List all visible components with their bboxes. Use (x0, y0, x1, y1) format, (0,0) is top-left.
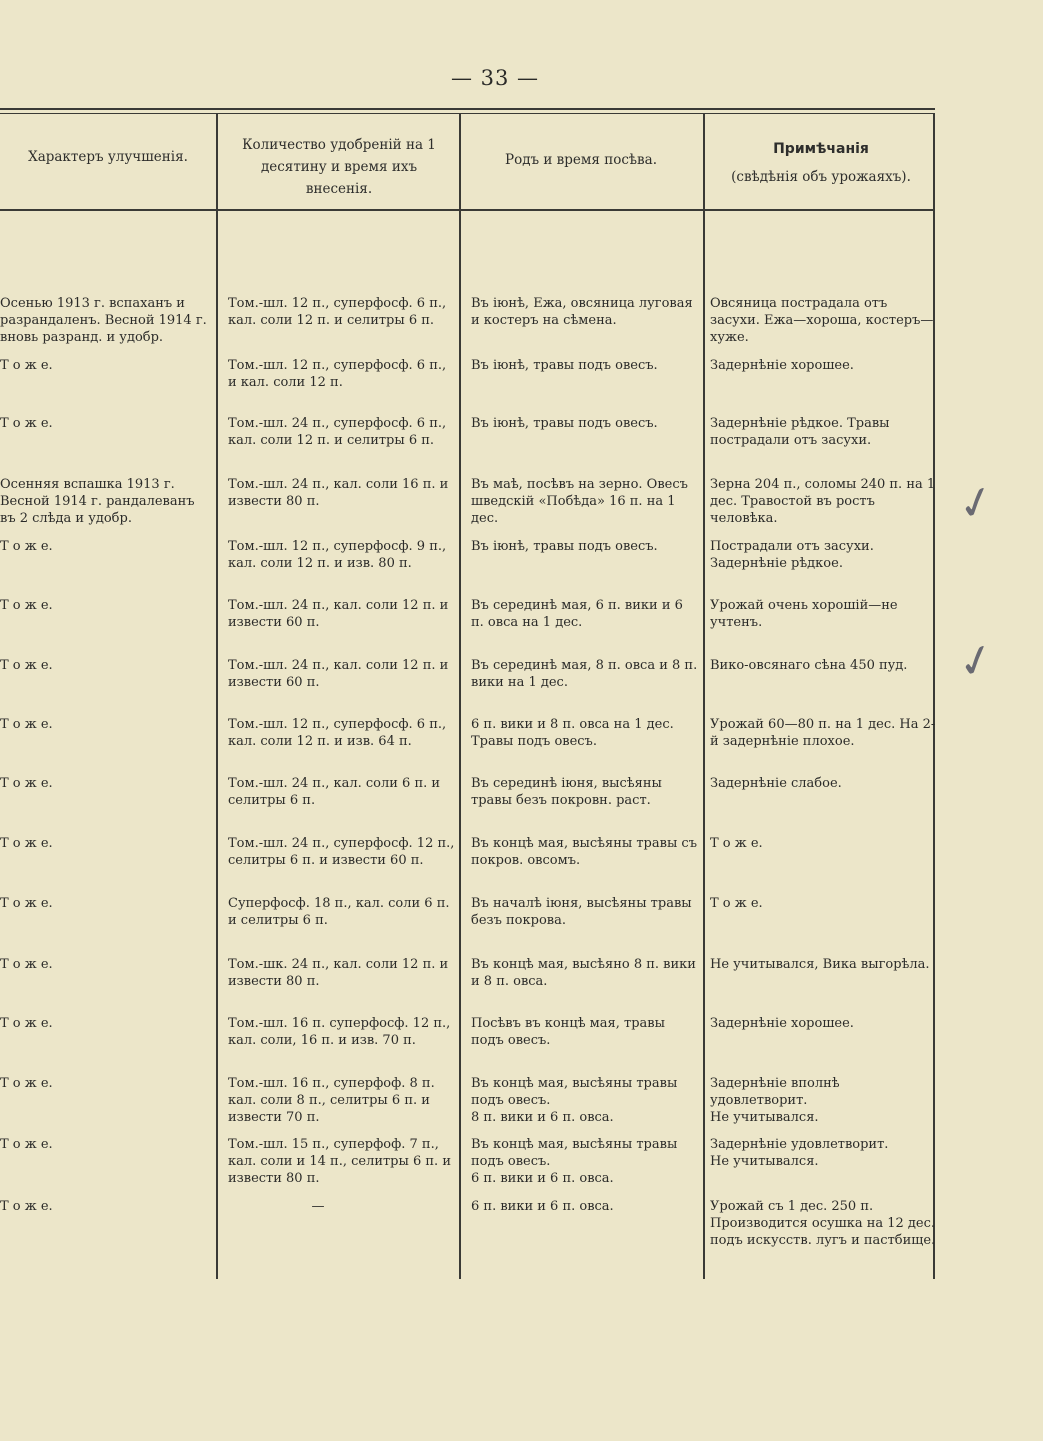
cell-notes: Т о ж е. (710, 836, 763, 851)
cell-notes: Вико-овсянаго сѣна 450 пуд. (710, 658, 908, 673)
cell-sowing: Въ серединѣ іюня, высѣяны травы безъ покровн. раст. (471, 776, 662, 808)
cell-fertilizer: Том.-шл. 12 п., суперфосф. 9 п., кал. соли 12 п. и изв. 80 п. (228, 539, 447, 571)
cell-notes: Пострадали отъ засухи. Задернѣніе рѣдкое. (710, 539, 874, 571)
cell-sowing: Въ іюнѣ, травы подъ овесъ. (471, 539, 658, 554)
cell-sowing: Въ концѣ мая, высѣяно 8 п. вики и 8 п. овса. (471, 957, 696, 989)
cell-character: Т о ж е. (0, 776, 53, 791)
cell-character: Т о ж е. (0, 1016, 53, 1031)
cell-notes: Урожай съ 1 дес. 250 п. Производится осушка на 12 дес. подъ искусств. лугъ и пастбище. (710, 1199, 936, 1248)
cell-character: Т о ж е. (0, 717, 53, 732)
cell-fertilizer: Том.-шл. 12 п., суперфосф. 6 п., кал. соли 12 п. и селитры 6 п. (228, 296, 447, 328)
header-notes-title: Примѣчанія (773, 141, 869, 157)
cell-fertilizer: Том.-шл. 16 п., суперфоф. 8 п. кал. соли 8 п., селитры 6 п. и извести 70 п. (228, 1076, 435, 1125)
cell-character: Т о ж е. (0, 836, 53, 851)
cell-notes: Задернѣніе хорошее. (710, 1016, 854, 1031)
cell-character: Т о ж е. (0, 1199, 53, 1214)
cell-fertilizer: Том.-шк. 24 п., кал. соли 12 п. и извести 80 п. (228, 957, 449, 989)
cell-notes: Урожай 60—80 п. на 1 дес. На 2-й задернѣніе плохое. (710, 717, 936, 749)
top-rule (0, 108, 935, 110)
cell-sowing: Посѣвъ въ концѣ мая, травы подъ овесъ. (471, 1016, 665, 1048)
cell-character: Осенняя вспашка 1913 г. Весной 1914 г. рандалеванъ въ 2 слѣда и удобр. (0, 477, 195, 526)
cell-fertilizer: Том.-шл. 15 п., суперфоф. 7 п., кал. соли и 14 п., селитры 6 п. и извести 80 п. (228, 1137, 451, 1186)
cell-fertilizer: Том.-шл. 16 п. суперфосф. 12 п., кал. соли, 16 п. и изв. 70 п. (228, 1016, 451, 1048)
cell-character: Т о ж е. (0, 1076, 53, 1091)
cell-fertilizer: Том.-шл. 24 п., кал. соли 16 п. и извести 80 п. (228, 477, 449, 509)
cell-character: Т о ж е. (0, 896, 53, 911)
cell-notes: Урожай очень хорошій—не учтенъ. (710, 598, 898, 630)
cell-character: Т о ж е. (0, 539, 53, 554)
cell-sowing: Въ серединѣ мая, 6 п. вики и 6 п. овса на 1 дес. (471, 598, 683, 630)
page-number: — 33 — (450, 66, 540, 90)
cell-notes: Т о ж е. (710, 896, 763, 911)
cell-notes: Задернѣніе рѣдкое. Травы пострадали отъ засухи. (710, 416, 890, 448)
cell-fertilizer: Суперфосф. 18 п., кал. соли 6 п. и селитры 6 п. (228, 896, 450, 928)
cell-sowing: Въ концѣ мая, высѣяны травы подъ овесъ. 6 п. вики и 6 п. овса. (471, 1137, 678, 1186)
cell-notes: Не учитывался, Вика выгорѣла. (710, 957, 930, 972)
col-divider-2 (459, 114, 461, 1279)
cell-fertilizer: Том.-шл. 12 п., суперфосф. 6 п., и кал. соли 12 п. (228, 358, 447, 390)
header-rule (0, 209, 935, 211)
top-rule-thin (0, 113, 935, 114)
cell-character: Т о ж е. (0, 358, 53, 373)
cell-sowing: Въ іюнѣ, травы подъ овесъ. (471, 358, 658, 373)
header-character: Характеръ улучшенія. (28, 149, 188, 165)
check-mark-icon: ✓ (952, 632, 1001, 691)
header-fertilizer: Количество удобреній на 1 десятину и время ихъ внесенія. (242, 137, 436, 197)
cell-notes: Задернѣніе удовлетворит. Не учитывался. (710, 1137, 889, 1169)
cell-sowing: Въ іюнѣ, Ежа, овсяница луговая и костеръ на сѣмена. (471, 296, 693, 328)
cell-fertilizer: Том.-шл. 24 п., кал. соли 12 п. и извести 60 п. (228, 598, 449, 630)
cell-character: Т о ж е. (0, 416, 53, 431)
cell-notes: Задернѣніе хорошее. (710, 358, 854, 373)
cell-sowing: Въ серединѣ мая, 8 п. овса и 8 п. вики на 1 дес. (471, 658, 698, 690)
cell-sowing: Въ началѣ іюня, высѣяны травы безъ покрова. (471, 896, 692, 928)
cell-fertilizer: Том.-шл. 24 п., кал. соли 12 п. и извести 60 п. (228, 658, 449, 690)
cell-fertilizer: Том.-шл. 12 п., суперфосф. 6 п., кал. соли 12 п. и изв. 64 п. (228, 717, 447, 749)
col-divider-1 (216, 114, 218, 1279)
cell-notes: Задернѣніе вполнѣ удовлетворит. Не учитывался. (710, 1076, 840, 1125)
cell-fertilizer: Том.-шл. 24 п., суперфосф. 6 п., кал. соли 12 п. и селитры 6 п. (228, 416, 447, 448)
cell-sowing: 6 п. вики и 8 п. овса на 1 дес. Травы подъ овесъ. (471, 717, 674, 749)
cell-sowing: Въ маѣ, посѣвъ на зерно. Овесъ шведскій «Побѣда» 16 п. на 1 дес. (471, 477, 688, 526)
cell-sowing: Въ концѣ мая, высѣяны травы подъ овесъ. 8 п. вики и 6 п. овса. (471, 1076, 678, 1125)
cell-character: Осенью 1913 г. вспаханъ и разрандаленъ. Весной 1914 г. вновь разранд. и удобр. (0, 296, 207, 345)
cell-fertilizer: Том.-шл. 24 п., кал. соли 6 п. и селитры 6 п. (228, 776, 441, 808)
header-sowing: Родъ и время посѣва. (504, 152, 657, 168)
cell-notes: Овсяница пострадала отъ засухи. Ежа—хороша, костеръ—хуже. (710, 296, 934, 345)
cell-fertilizer: — (311, 1199, 325, 1214)
cell-character: Т о ж е. (0, 1137, 53, 1152)
cell-character: Т о ж е. (0, 957, 53, 972)
cell-character: Т о ж е. (0, 598, 53, 613)
cell-sowing: Въ іюнѣ, травы подъ овесъ. (471, 416, 658, 431)
cell-fertilizer: Том.-шл. 24 п., суперфосф. 12 п., селитры 6 п. и извести 60 п. (228, 836, 455, 868)
cell-notes: Зерна 204 п., соломы 240 п. на 1 дес. Травостой въ ростъ человѣка. (710, 477, 936, 526)
col-divider-3 (703, 114, 705, 1279)
check-mark-icon: ✓ (952, 474, 1001, 533)
cell-sowing: 6 п. вики и 6 п. овса. (471, 1199, 614, 1214)
cell-character: Т о ж е. (0, 658, 53, 673)
cell-sowing: Въ концѣ мая, высѣяны травы съ покров. овсомъ. (471, 836, 697, 868)
cell-notes: Задернѣніе слабое. (710, 776, 842, 791)
header-notes-sub: (свѣдѣнія объ урожаяхъ). (731, 169, 911, 185)
